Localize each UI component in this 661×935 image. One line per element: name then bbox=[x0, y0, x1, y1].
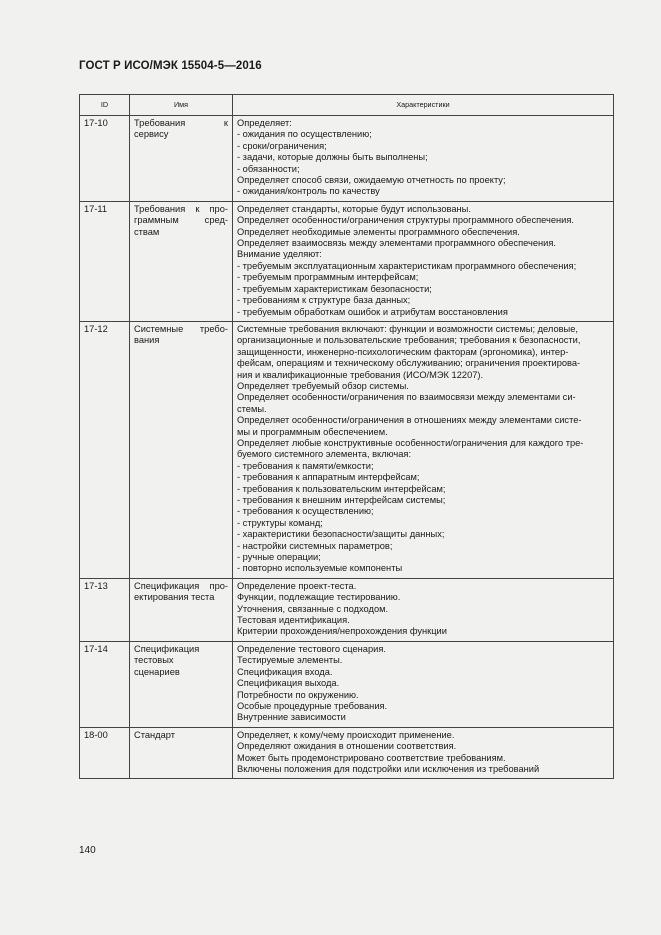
page-number: 140 bbox=[79, 845, 96, 856]
cell-name bbox=[130, 321, 233, 578]
characteristics-line: Определяет стандарты, которые будут использованы. bbox=[237, 203, 471, 214]
characteristics-line: Функции, подлежащие тестированию. bbox=[237, 592, 401, 603]
cell-name bbox=[130, 641, 233, 727]
column-header-id: ID bbox=[80, 95, 130, 116]
cell-characteristics bbox=[233, 116, 614, 202]
characteristics-line: Определяют ожидания в отношении соответствия. bbox=[237, 741, 457, 752]
cell-id: 17-14 bbox=[80, 641, 130, 727]
characteristics-line: Определяет способ связи, ожидаемую отчетность по проекту; bbox=[237, 175, 506, 186]
cell-name-line: Стандарт bbox=[134, 729, 175, 740]
characteristics-line: - настройки системных параметров; bbox=[237, 540, 393, 551]
cell-characteristics bbox=[233, 321, 614, 578]
characteristics-line: Определяет необходимые элементы программного обеспечения. bbox=[237, 226, 520, 237]
cell-name-line: сценариев bbox=[134, 666, 180, 677]
table-row bbox=[80, 201, 614, 321]
characteristics-line: - характеристики безопасности/защиты данных; bbox=[237, 529, 445, 540]
characteristics-line: - ожидания по осуществлению; bbox=[237, 129, 372, 140]
characteristics-line: Определяет любые конструктивные особенности/ограничения для каждого тре- bbox=[237, 437, 584, 448]
characteristics-line: - обязанности; bbox=[237, 163, 300, 174]
table-row bbox=[80, 727, 614, 779]
characteristics-line: Определяет: bbox=[237, 118, 292, 128]
characteristics-line: Может быть продемонстрировано соответствие требованиям. bbox=[237, 752, 506, 763]
characteristics-line: - требования к внешним интерфейсам системы; bbox=[237, 495, 446, 505]
characteristics-line: - сроки/ограничения; bbox=[237, 140, 327, 151]
cell-name-line: ектирования теста bbox=[134, 592, 215, 603]
cell-id: 18-00 bbox=[80, 727, 130, 779]
cell-characteristics bbox=[233, 641, 614, 727]
characteristics-line: - требования к аппаратным интерфейсам; bbox=[237, 472, 420, 483]
characteristics-line: - требованиям к структуре база данных; bbox=[237, 295, 411, 306]
characteristics-line: Определяет особенности/ограничения по взаимосвязи между элементами си- bbox=[237, 392, 576, 403]
characteristics-line: - требуемым характеристикам безопасности; bbox=[237, 283, 432, 294]
table-row bbox=[80, 116, 614, 202]
table-body bbox=[80, 116, 614, 779]
characteristics-line: Определяет требуемый обзор системы. bbox=[237, 380, 409, 391]
characteristics-line: Определяет взаимосвязь между элементами программного обеспечения. bbox=[237, 238, 556, 249]
characteristics-line: Внимание уделяют: bbox=[237, 249, 322, 260]
characteristics-line: Включены положения для подстройки или исключения из требований bbox=[237, 763, 540, 774]
characteristics-line: Тестируемые элементы. bbox=[237, 655, 343, 666]
characteristics-line: - требования к пользовательским интерфейсам; bbox=[237, 483, 446, 494]
characteristics-line: - требуемым эксплуатационным характеристикам программного обеспечения; bbox=[237, 260, 577, 271]
characteristics-line: - повторно используемые компоненты bbox=[237, 563, 403, 574]
cell-name bbox=[130, 727, 233, 779]
characteristics-line: - требуемым программным интерфейсам; bbox=[237, 272, 419, 283]
characteristics-line: - задачи, которые должны быть выполнены; bbox=[237, 152, 428, 163]
table-row bbox=[80, 641, 614, 727]
requirements-table bbox=[79, 94, 614, 779]
cell-name-line: Требования к про- bbox=[134, 203, 228, 214]
characteristics-line: Определяет особенности/ограничения в отношениях между элементами систе- bbox=[237, 415, 582, 426]
table-header-row bbox=[80, 95, 614, 116]
cell-name-line: вания bbox=[134, 335, 160, 346]
characteristics-line: мы и программным обеспечением. bbox=[237, 426, 388, 437]
cell-name-line: граммным сред- bbox=[134, 215, 228, 226]
characteristics-line: - ручные операции; bbox=[237, 552, 321, 563]
characteristics-line: Определение тестового сценария. bbox=[237, 643, 386, 654]
cell-name bbox=[130, 201, 233, 321]
characteristics-line: фейсам, операциям и техническому обслуживанию; ограничения проектирова- bbox=[237, 358, 581, 369]
characteristics-line: Определяет особенности/ограничения структуры программного обеспечения. bbox=[237, 215, 574, 226]
characteristics-line: - структуры команд; bbox=[237, 517, 323, 528]
cell-name bbox=[130, 578, 233, 641]
characteristics-line: - требуемым обработкам ошибок и атрибутам восстановления bbox=[237, 306, 508, 317]
characteristics-line: Уточнения, связанные с подходом. bbox=[237, 603, 389, 614]
characteristics-line: Внутренние зависимости bbox=[237, 712, 346, 723]
characteristics-line: Тестовая идентификация. bbox=[237, 615, 350, 626]
characteristics-line: Критерии прохождения/непрохождения функции bbox=[237, 626, 447, 637]
cell-name-line: Требования к bbox=[134, 118, 228, 128]
cell-id: 17-11 bbox=[80, 201, 130, 321]
cell-characteristics bbox=[233, 201, 614, 321]
characteristics-line: Определение проект-теста. bbox=[237, 580, 357, 591]
characteristics-line: Системные требования включают: функции и возможности системы; деловые, bbox=[237, 323, 578, 334]
document-header: ГОСТ Р ИСО/МЭК 15504-5—2016 bbox=[79, 60, 262, 72]
characteristics-line: Спецификация входа. bbox=[237, 666, 333, 677]
cell-characteristics bbox=[233, 578, 614, 641]
cell-name-line: ствам bbox=[134, 226, 160, 237]
characteristics-line: Особые процедурные требования. bbox=[237, 700, 388, 711]
cell-characteristics bbox=[233, 727, 614, 779]
column-header-name: Имя bbox=[130, 95, 233, 116]
cell-name-line: Системные требо- bbox=[134, 323, 228, 334]
cell-name-line: тестовых bbox=[134, 655, 174, 666]
column-header-characteristics: Характеристики bbox=[233, 95, 614, 116]
cell-name-line: Спецификация bbox=[134, 643, 200, 654]
characteristics-line: Определяет, к кому/чему происходит применение. bbox=[237, 729, 455, 740]
table-row bbox=[80, 321, 614, 578]
characteristics-line: защищенности, инженерно-психологическим факторам (эргономика), интер- bbox=[237, 346, 569, 357]
cell-id: 17-12 bbox=[80, 321, 130, 578]
characteristics-line: буемого системного элемента, включая: bbox=[237, 449, 412, 460]
cell-name-line: сервису bbox=[134, 129, 169, 140]
characteristics-line: - требования к памяти/емкости; bbox=[237, 460, 374, 471]
cell-id: 17-10 bbox=[80, 116, 130, 202]
characteristics-line: Спецификация выхода. bbox=[237, 678, 340, 689]
table-row bbox=[80, 578, 614, 641]
cell-id: 17-13 bbox=[80, 578, 130, 641]
characteristics-line: ния и квалификационные требования (ИСО/МЭК 12207). bbox=[237, 369, 484, 380]
cell-name-line: Спецификация про- bbox=[134, 580, 228, 591]
characteristics-line: - требования к осуществлению; bbox=[237, 506, 374, 517]
cell-name bbox=[130, 116, 233, 202]
characteristics-line: Потребности по окружению. bbox=[237, 689, 359, 700]
characteristics-line: - ожидания/контроль по качеству bbox=[237, 186, 380, 197]
characteristics-line: организационные и пользовательские требования; требования к безопасности, bbox=[237, 335, 581, 346]
characteristics-line: стемы. bbox=[237, 403, 267, 414]
